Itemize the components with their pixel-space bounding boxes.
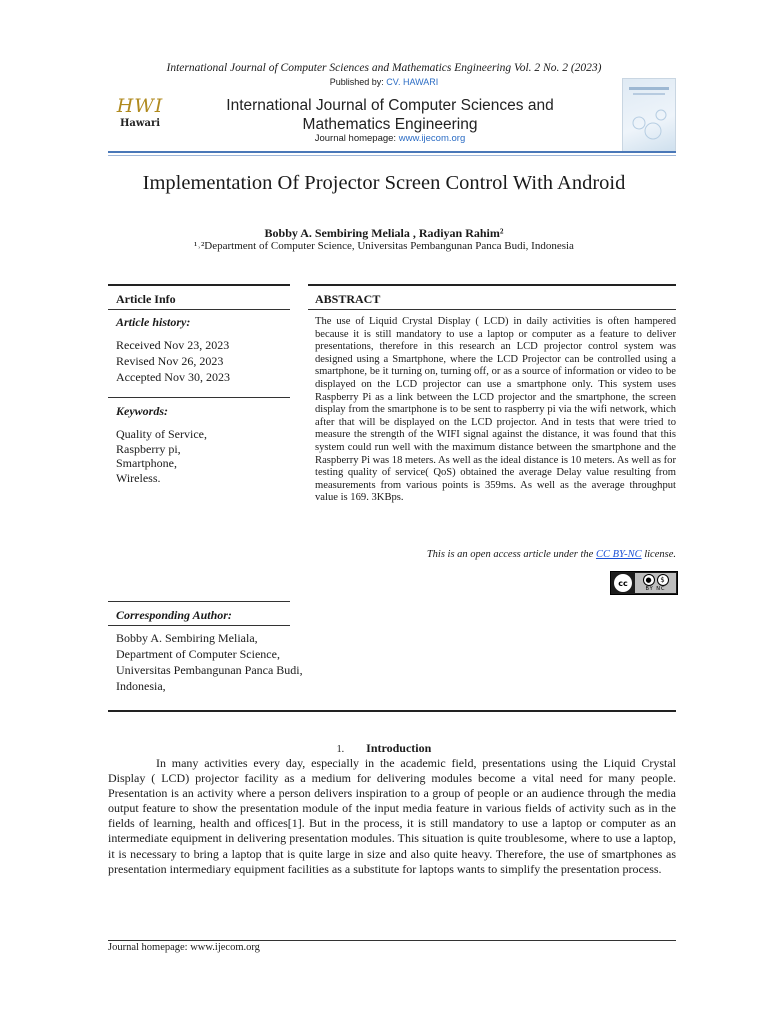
keywords-rule bbox=[108, 397, 290, 398]
revised-date: Revised Nov 26, 2023 bbox=[116, 354, 224, 368]
keyword-list bbox=[116, 427, 207, 485]
corresponding-rule bbox=[108, 625, 290, 626]
abstract-heading: ABSTRACT bbox=[315, 292, 381, 306]
keyword-item: Smartphone, bbox=[116, 456, 177, 470]
cc-icon: cc bbox=[614, 574, 632, 592]
person-icon: ● bbox=[643, 574, 655, 586]
corresponding-details bbox=[116, 630, 303, 694]
masthead-homepage bbox=[190, 133, 590, 144]
cc-by-nc-link[interactable]: CC BY-NC bbox=[595, 549, 642, 560]
homepage-link[interactable]: www.ijecom.org bbox=[398, 133, 466, 144]
front-matter-bottom-rule bbox=[108, 710, 676, 712]
author-list: Bobby A. Sembiring Meliala , Radiyan Rahim² bbox=[264, 226, 504, 240]
article-info-top-rule bbox=[108, 284, 290, 286]
keywords-heading: Keywords: bbox=[116, 404, 168, 418]
masthead-rule bbox=[108, 151, 676, 153]
footer-rule bbox=[108, 940, 676, 941]
license-prefix: This is an open access article under the bbox=[426, 549, 596, 560]
masthead-rule-thin bbox=[108, 155, 676, 156]
article-info-heading: Article Info bbox=[116, 292, 176, 306]
abstract-rule bbox=[308, 309, 676, 310]
license-note bbox=[315, 549, 676, 560]
section-title: Introduction bbox=[366, 741, 432, 755]
no-dollar-icon: $ bbox=[657, 574, 669, 586]
abstract-text: The use of Liquid Crystal Display ( LCD) in daily activities is often hampered because it is still mandatory to use a laptop or computer as a feature to deliver presentations, therefore in this research an LCD projector control system was designed using a Smartphone, where the LCD Projector can be controlled using a smartphone, be it turning on, turning off, or as a source of information or video to be displayed on the LCD projector can use a smartphone only. This system uses Raspberry Pi as a link between the LCD projector and the smartphone, the screen display from the smartphone is to be sent to raspberry pi via the wifi network, which after that will be displayed on the LCD projector. And in tests that were tried to measure the strength of the WIFI signal against the distance, it was found that this system could run well with the maximum distance between the smartphone and the Raspberry Pi was 18 meters. As well as the ideal distance is 10 meters. As well as for testing quality of service( QoS) obtained the average Delay value resulting from measurements from various points is 359ms. As well as the average throughput value is 169. 3KBps. bbox=[315, 316, 676, 504]
received-date: Received Nov 23, 2023 bbox=[116, 338, 230, 352]
logo-name: Hawari bbox=[119, 118, 161, 129]
corresponding-country: Indonesia, bbox=[116, 679, 166, 693]
published-by-label: Published by: bbox=[329, 77, 387, 87]
introduction-paragraph: In many activities every day, especially in the academic field, presentations using the Liquid Crystal Display ( LCD) projector facility as a medium for delivering modules become a vital need for many people. Presentation is an activity where a person delivers inspiration to a group of people or an audience through the media output feature to show the presentation module of the input media feature in various fields of activity such as in the fields of learning, health and offices[1]. But in the process, it is still mandatory to use a laptop or computer as an intermediate equipment in delivering presentation modules. This situation is quite troublesome, where to use a laptop, it is necessary to bring a laptop that is quite large in size and also quite heavy. Therefore, the use of smartphones as presentation intermediary equipment facilities as a substitute for laptops wants to simplify the presentation process. bbox=[108, 756, 676, 876]
keyword-item: Raspberry pi, bbox=[116, 441, 181, 456]
homepage-label: Journal homepage: bbox=[314, 133, 399, 144]
cc-by-nc-badge[interactable] bbox=[610, 571, 678, 595]
footer-homepage: Journal homepage: www.ijecom.org bbox=[108, 942, 260, 953]
corresponding-univ: Universitas Pembangunan Panca Budi, bbox=[116, 663, 303, 677]
section-heading-introduction bbox=[0, 741, 768, 756]
section-number: 1. bbox=[336, 744, 345, 755]
badge-label: BY NC bbox=[645, 586, 666, 592]
logo-mark: HWI bbox=[116, 95, 164, 117]
corresponding-name: Bobby A. Sembiring Meliala, bbox=[116, 631, 258, 645]
corresponding-heading: Corresponding Author: bbox=[116, 608, 232, 622]
cover-pattern-icon bbox=[623, 79, 675, 151]
corresponding-top-rule bbox=[108, 601, 290, 602]
paper-title: Implementation Of Projector Screen Control With Android bbox=[142, 172, 626, 194]
journal-logo bbox=[112, 96, 168, 136]
journal-citation-line: International Journal of Computer Sciences and Mathematics Engineering Vol. 2 No. 2 (2023) bbox=[166, 62, 602, 74]
article-history bbox=[116, 337, 230, 385]
article-info-rule bbox=[108, 309, 290, 310]
article-history-heading: Article history: bbox=[116, 315, 191, 329]
keyword-item: Quality of Service, bbox=[116, 427, 207, 441]
corresponding-dept: Department of Computer Science, bbox=[116, 647, 280, 661]
license-suffix: license. bbox=[641, 549, 676, 560]
author-affiliation: ¹˒²Department of Computer Science, Universitas Pembangunan Panca Budi, Indonesia bbox=[194, 240, 574, 252]
masthead-title: International Journal of Computer Sciences and Mathematics Engineering bbox=[226, 97, 554, 133]
publisher-link[interactable]: CV. HAWARI bbox=[386, 77, 439, 87]
abstract-top-rule bbox=[308, 284, 676, 286]
journal-cover-thumbnail bbox=[622, 78, 676, 152]
accepted-date: Accepted Nov 30, 2023 bbox=[116, 370, 230, 384]
keyword-item: Wireless. bbox=[116, 470, 161, 485]
